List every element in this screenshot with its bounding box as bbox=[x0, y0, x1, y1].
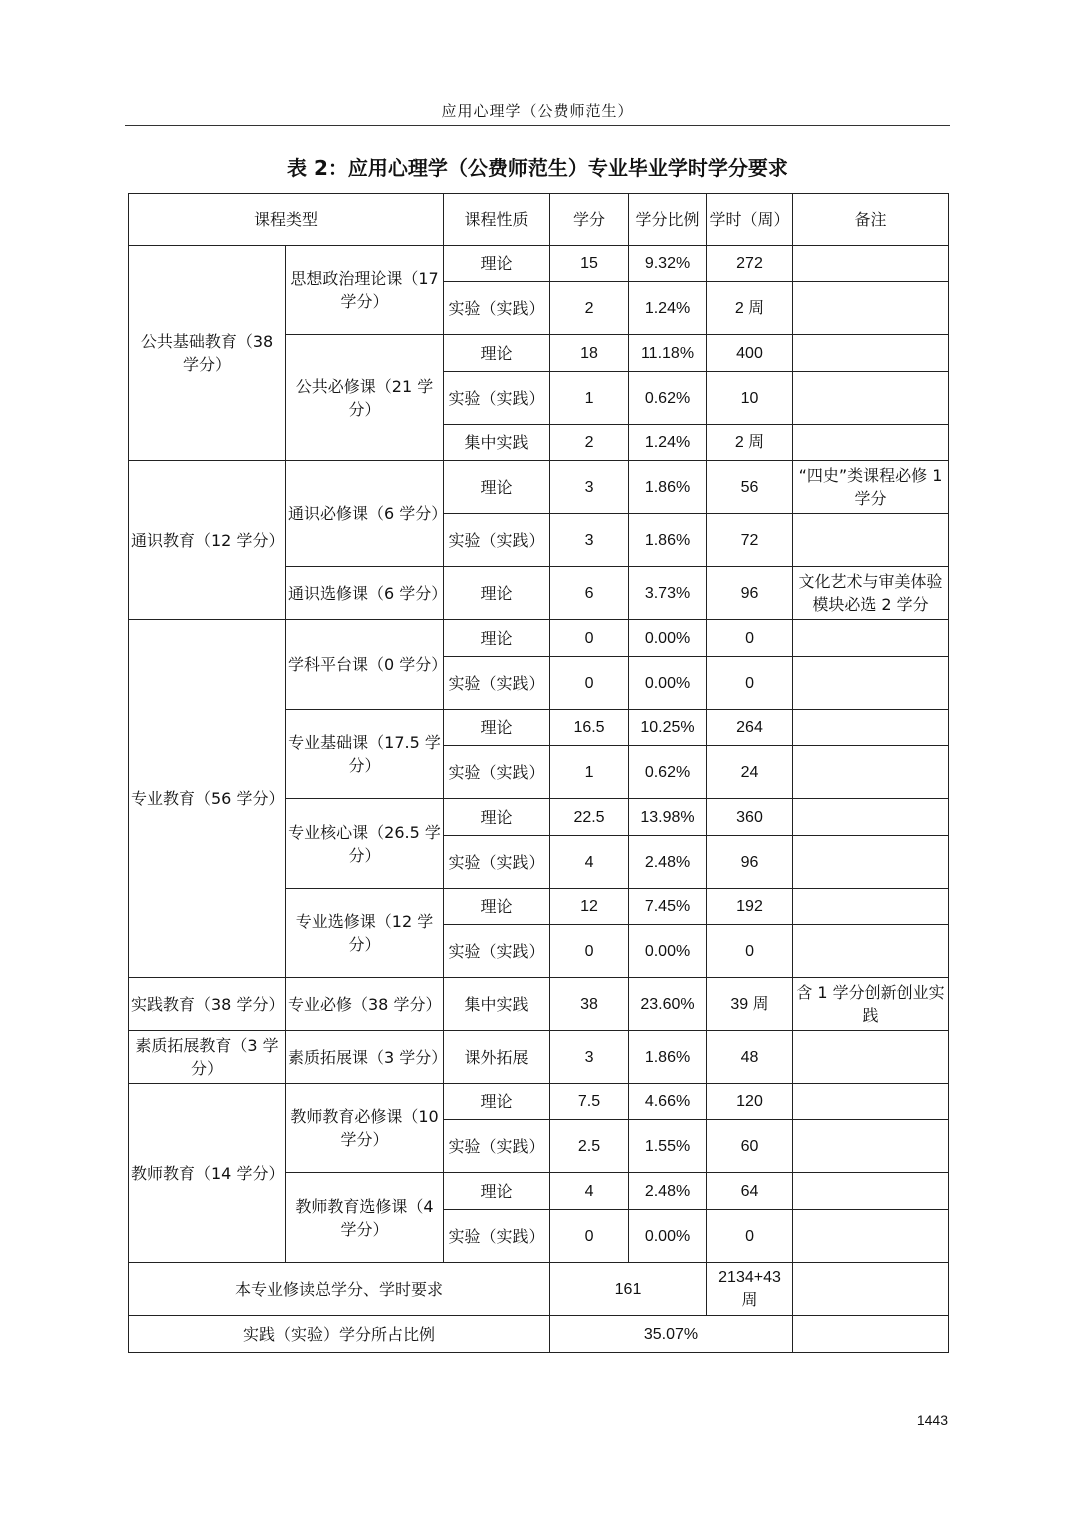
nature-cell: 实验（实践） bbox=[444, 282, 550, 335]
credit-cell: 2.5 bbox=[550, 1120, 629, 1173]
credit-cell: 3 bbox=[550, 514, 629, 567]
nature-cell: 理论 bbox=[444, 889, 550, 925]
nature-cell: 理论 bbox=[444, 799, 550, 836]
note-cell bbox=[793, 925, 949, 978]
credit-cell: 16.5 bbox=[550, 710, 629, 746]
note-cell bbox=[793, 799, 949, 836]
credit-cell: 0 bbox=[550, 925, 629, 978]
subcategory-teacher-elective: 教师教育选修课（4 学分） bbox=[286, 1173, 444, 1263]
category-public: 公共基础教育（38 学分） bbox=[129, 246, 286, 461]
note-cell bbox=[793, 1084, 949, 1120]
hours-cell: 96 bbox=[707, 836, 793, 889]
hours-cell: 120 bbox=[707, 1084, 793, 1120]
ratio-cell: 4.66% bbox=[629, 1084, 707, 1120]
totals-credits: 161 bbox=[550, 1263, 707, 1316]
hours-cell: 272 bbox=[707, 246, 793, 282]
header-course-type: 课程类型 bbox=[129, 194, 444, 246]
header-credit: 学分 bbox=[550, 194, 629, 246]
ratio-cell: 11.18% bbox=[629, 335, 707, 372]
nature-cell: 实验（实践） bbox=[444, 746, 550, 799]
hours-cell: 360 bbox=[707, 799, 793, 836]
ratio-cell: 0.00% bbox=[629, 657, 707, 710]
ratio-cell: 23.60% bbox=[629, 978, 707, 1031]
note-cell bbox=[793, 889, 949, 925]
category-practice: 实践教育（38 学分） bbox=[129, 978, 286, 1031]
subcategory-quality-course: 素质拓展课（3 学分） bbox=[286, 1031, 444, 1084]
credit-cell: 4 bbox=[550, 1173, 629, 1210]
credit-cell: 18 bbox=[550, 335, 629, 372]
hours-cell: 96 bbox=[707, 567, 793, 620]
hours-cell: 2 周 bbox=[707, 425, 793, 461]
table-row bbox=[129, 246, 949, 282]
table-title: 表 2：应用心理学（公费师范生）专业毕业学时学分要求 bbox=[287, 156, 788, 180]
table-row bbox=[129, 620, 949, 657]
subcategory-ideology: 思想政治理论课（17 学分） bbox=[286, 246, 444, 335]
note-cell bbox=[793, 746, 949, 799]
credit-cell: 0 bbox=[550, 620, 629, 657]
ratio-cell: 1.24% bbox=[629, 282, 707, 335]
hours-cell: 0 bbox=[707, 657, 793, 710]
ratio-cell: 7.45% bbox=[629, 889, 707, 925]
nature-cell: 实验（实践） bbox=[444, 657, 550, 710]
nature-cell: 理论 bbox=[444, 1173, 550, 1210]
credit-cell: 2 bbox=[550, 282, 629, 335]
header-nature: 课程性质 bbox=[444, 194, 550, 246]
nature-cell: 理论 bbox=[444, 461, 550, 514]
credit-cell: 22.5 bbox=[550, 799, 629, 836]
subcategory-general-required: 通识必修课（6 学分） bbox=[286, 461, 444, 567]
header-notes: 备注 bbox=[793, 194, 949, 246]
ratio-cell: 13.98% bbox=[629, 799, 707, 836]
subcategory-platform: 学科平台课（0 学分） bbox=[286, 620, 444, 710]
credit-requirements-table bbox=[128, 193, 949, 1353]
subcategory-general-elective: 通识选修课（6 学分） bbox=[286, 567, 444, 620]
credit-cell: 0 bbox=[550, 657, 629, 710]
ratio-cell: 0.00% bbox=[629, 620, 707, 657]
totals-hours: 2134+43 周 bbox=[707, 1263, 793, 1316]
practice-ratio-row bbox=[129, 1316, 949, 1353]
ratio-cell: 1.86% bbox=[629, 514, 707, 567]
category-major: 专业教育（56 学分） bbox=[129, 620, 286, 978]
credit-cell: 1 bbox=[550, 746, 629, 799]
ratio-cell: 2.48% bbox=[629, 1173, 707, 1210]
table-row bbox=[129, 1084, 949, 1120]
table-row bbox=[129, 978, 949, 1031]
nature-cell: 实验（实践） bbox=[444, 372, 550, 425]
note-cell: “四史”类课程必修 1 学分 bbox=[793, 461, 949, 514]
note-cell: 含 1 学分创新创业实践 bbox=[793, 978, 949, 1031]
totals-row bbox=[129, 1263, 949, 1316]
totals-note bbox=[793, 1263, 949, 1316]
credit-cell: 2 bbox=[550, 425, 629, 461]
practice-ratio-label: 实践（实验）学分所占比例 bbox=[129, 1316, 550, 1353]
ratio-cell: 3.73% bbox=[629, 567, 707, 620]
note-cell bbox=[793, 246, 949, 282]
credit-cell: 12 bbox=[550, 889, 629, 925]
credit-cell: 3 bbox=[550, 461, 629, 514]
header-row bbox=[129, 194, 949, 246]
note-cell bbox=[793, 836, 949, 889]
note-cell bbox=[793, 1173, 949, 1210]
page-number: 1443 bbox=[916, 1412, 948, 1428]
hours-cell: 400 bbox=[707, 335, 793, 372]
hours-cell: 0 bbox=[707, 925, 793, 978]
nature-cell: 理论 bbox=[444, 620, 550, 657]
ratio-cell: 1.86% bbox=[629, 461, 707, 514]
nature-cell: 理论 bbox=[444, 246, 550, 282]
nature-cell: 课外拓展 bbox=[444, 1031, 550, 1084]
note-cell bbox=[793, 620, 949, 657]
table-row bbox=[129, 1031, 949, 1084]
note-cell bbox=[793, 657, 949, 710]
ratio-cell: 1.86% bbox=[629, 1031, 707, 1084]
ratio-cell: 9.32% bbox=[629, 246, 707, 282]
credit-cell: 38 bbox=[550, 978, 629, 1031]
nature-cell: 实验（实践） bbox=[444, 1210, 550, 1263]
nature-cell: 集中实践 bbox=[444, 978, 550, 1031]
hours-cell: 0 bbox=[707, 1210, 793, 1263]
ratio-cell: 0.00% bbox=[629, 1210, 707, 1263]
ratio-cell: 10.25% bbox=[629, 710, 707, 746]
note-cell: 文化艺术与审美体验模块必选 2 学分 bbox=[793, 567, 949, 620]
table-row bbox=[129, 461, 949, 514]
header-ratio: 学分比例 bbox=[629, 194, 707, 246]
subcategory-major-core: 专业核心课（26.5 学分） bbox=[286, 799, 444, 889]
hours-cell: 48 bbox=[707, 1031, 793, 1084]
subcategory-public-required: 公共必修课（21 学分） bbox=[286, 335, 444, 461]
ratio-cell: 1.55% bbox=[629, 1120, 707, 1173]
nature-cell: 实验（实践） bbox=[444, 925, 550, 978]
hours-cell: 192 bbox=[707, 889, 793, 925]
credit-cell: 3 bbox=[550, 1031, 629, 1084]
header-rule bbox=[125, 125, 950, 126]
running-header: 应用心理学（公费师范生） bbox=[441, 102, 634, 120]
note-cell bbox=[793, 514, 949, 567]
nature-cell: 理论 bbox=[444, 567, 550, 620]
hours-cell: 56 bbox=[707, 461, 793, 514]
credit-cell: 15 bbox=[550, 246, 629, 282]
hours-cell: 64 bbox=[707, 1173, 793, 1210]
practice-ratio-note bbox=[793, 1316, 949, 1353]
nature-cell: 理论 bbox=[444, 1084, 550, 1120]
ratio-cell: 0.62% bbox=[629, 372, 707, 425]
note-cell bbox=[793, 1031, 949, 1084]
credit-cell: 6 bbox=[550, 567, 629, 620]
nature-cell: 实验（实践） bbox=[444, 836, 550, 889]
hours-cell: 72 bbox=[707, 514, 793, 567]
hours-cell: 39 周 bbox=[707, 978, 793, 1031]
hours-cell: 10 bbox=[707, 372, 793, 425]
category-general: 通识教育（12 学分） bbox=[129, 461, 286, 620]
totals-label: 本专业修读总学分、学时要求 bbox=[129, 1263, 550, 1316]
note-cell bbox=[793, 1120, 949, 1173]
nature-cell: 实验（实践） bbox=[444, 514, 550, 567]
category-quality: 素质拓展教育（3 学分） bbox=[129, 1031, 286, 1084]
subcategory-major-required: 专业必修（38 学分） bbox=[286, 978, 444, 1031]
note-cell bbox=[793, 282, 949, 335]
practice-ratio-value: 35.07% bbox=[550, 1316, 793, 1353]
nature-cell: 实验（实践） bbox=[444, 1120, 550, 1173]
nature-cell: 理论 bbox=[444, 335, 550, 372]
note-cell bbox=[793, 372, 949, 425]
note-cell bbox=[793, 1210, 949, 1263]
hours-cell: 2 周 bbox=[707, 282, 793, 335]
hours-cell: 264 bbox=[707, 710, 793, 746]
ratio-cell: 0.00% bbox=[629, 925, 707, 978]
subcategory-teacher-required: 教师教育必修课（10 学分） bbox=[286, 1084, 444, 1173]
ratio-cell: 1.24% bbox=[629, 425, 707, 461]
subcategory-major-basic: 专业基础课（17.5 学分） bbox=[286, 710, 444, 799]
credit-cell: 1 bbox=[550, 372, 629, 425]
nature-cell: 集中实践 bbox=[444, 425, 550, 461]
note-cell bbox=[793, 710, 949, 746]
ratio-cell: 0.62% bbox=[629, 746, 707, 799]
category-teacher: 教师教育（14 学分） bbox=[129, 1084, 286, 1263]
credit-cell: 0 bbox=[550, 1210, 629, 1263]
hours-cell: 24 bbox=[707, 746, 793, 799]
header-hours: 学时（周） bbox=[707, 194, 793, 246]
hours-cell: 0 bbox=[707, 620, 793, 657]
nature-cell: 理论 bbox=[444, 710, 550, 746]
note-cell bbox=[793, 425, 949, 461]
ratio-cell: 2.48% bbox=[629, 836, 707, 889]
note-cell bbox=[793, 335, 949, 372]
credit-cell: 7.5 bbox=[550, 1084, 629, 1120]
credit-cell: 4 bbox=[550, 836, 629, 889]
subcategory-major-elective: 专业选修课（12 学分） bbox=[286, 889, 444, 978]
hours-cell: 60 bbox=[707, 1120, 793, 1173]
